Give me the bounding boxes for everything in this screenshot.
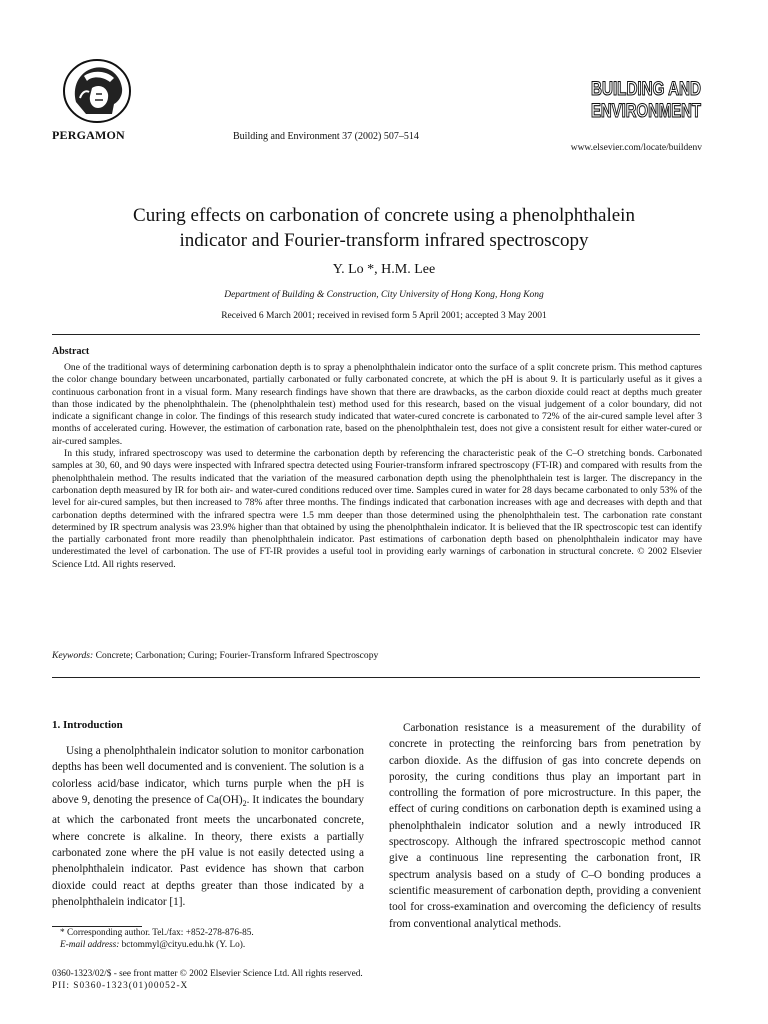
authors: Y. Lo *, H.M. Lee [332,262,436,277]
journal-citation: Building and Environment 37 (2002) 507–514 [233,131,419,142]
email-label: E-mail address: [60,940,120,950]
footnote [52,927,364,951]
page-footer [52,968,363,992]
copyright-line: 0360-1323/02/$ - see front matter © 2002 Elsevier Science Ltd. All rights reserved. [52,969,363,979]
abstract-paragraph-2: In this study, infrared spectroscopy was used to determine the carbonation depth by referencing the characteristic peak of the C–O stretching bonds. Carbonated samples at 30, 60, and 90 days were inspected with Infrared spectra detected using Fourier-transform infrared spectroscopy (FT-IR) and compared with results from the phenolphthalein method. The results indicated that the variation of the measured carbonation depth using the phenolphthalein test is larger. The discrepancy in the carbonation depth measured by IR for both air- and water-cured conditions reduced over time. Samples cured in water for 28 days became carbonated to only 53% of the level for air-cured samples, but then increased to 78% after three months. The findings indicated that carbonation increases with age and decreases with depth and that carbonation depths determined with the infrared spectra were 1.5 mm deeper than those determined using the phenolphthalein test. The carbonation rate constant determined by IR spectrum analysis was 23.9% higher than that obtained by using the phenolphthalein indicator. It is believed that the IR spectroscopic test can identify the partially carbonated front more readily than phenolphthalein indicator. Past estimations of carbonation depth based on phenolphthalein indicator may have underestimated the level of carbonation. The use of FT-IR provides a useful tool in providing early warnings of carbonation in structural concrete. © 2002 Elsevier Science Ltd. All rights reserved. [52,448,702,570]
journal-logo [590,75,702,121]
corresponding-author-note: * Corresponding author. Tel./fax: +852-278-876-85. [60,928,254,938]
right-column [389,720,701,932]
journal-url-link[interactable]: www.elsevier.com/locate/buildenv [570,143,702,153]
abstract-paragraph-1: One of the traditional ways of determining carbonation depth is to spray a phenolphthalein indicator onto the surface of a split concrete prism. This method captures the color change boundary between uncarbonated, partially carbonated or fully carbonated concrete, at which the pH is about 9. It is particularly useful as it gives a continuous carbonation front in a visual form. Many research findings have shown that there are drawbacks, as the carbon dioxide could react at depths much greater than those indicated by the phenolphthalein. The (phenolphthalein test) method used for this research, based on the visual judgement of a color boundary, did not indicate a significant change in color. The findings of this research study indicated that water-cured concrete is carbonated to 72% of the air-cured sample level after 3 months of accelerated curing. However, the estimation of carbonation rate, based on the phenolphthalein test, does not give a consistent result for either water-cured or air-cured samples. [52,362,702,447]
intro-paragraph-2: Carbonation resistance is a measurement of the durability of concrete in protecting the reinforcing bars from penetration by carbon dioxide. As the diffusion of gas into concrete depends on porosity, the curing conditions thus play an important part in controlling the formation of pore microstructure. In this paper, the effect of curing conditions on carbonation depth is examined using a phenolphthalein indicator solution and a newly introduced IR spectroscopy. Although the infrared spectroscopic method cannot give a continuous line representing the carbonation front, IR spectrum analysis based on a study of C–O bonding produces a scientific measurement of carbonation depth, providing a convenient tool for cross-examination and overcoming the deficiency of results from conventional analytical methods. [389,722,701,930]
header-divider [52,334,700,335]
affiliation: Department of Building & Construction, City University of Hong Kong, Hong Kong [224,290,544,300]
keywords-label: Keywords: [52,650,94,661]
abstract-heading: Abstract [52,346,90,357]
pii-line: PII: S0360-1323(01)00052-X [52,981,189,991]
abstract-body [52,362,702,571]
keywords-list: Concrete; Carbonation; Curing; Fourier-Transform Infrared Spectroscopy [95,650,379,661]
journal-logo-line2: ENVIRONMENT [591,101,702,122]
pergamon-logo-icon [62,58,132,124]
received-dates: Received 6 March 2001; received in revised form 5 April 2001; accepted 3 May 2001 [221,311,547,321]
intro-paragraph-1: Using a phenolphthalein indicator solution to monitor carbonation depths has been well documented and is convenient. The solution is a colorless acid/base indicator, which turns purple when the pH is above 9, denoting the presence of $Ca(OH)_2$. It indicates the boundary at which the carbonated front meets the uncarbonated concrete, where concrete is alkaline. In theory, there exists a partially carbonated zone where the pH value is not easily detected using a phenolphthalein indicator. Past evidence has shown that carbon dioxide could react at depths greater than those indicated by a phenolphthalein indicator [1]. [52,745,364,908]
journal-logo-line1: BUILDING AND [591,79,701,100]
abstract-divider [52,677,700,678]
publisher-name: PERGAMON [52,128,125,142]
title-line-1: Curing effects on carbonation of concrete using a phenolphthalein [133,205,635,226]
email-note [52,939,364,951]
section-heading-introduction: 1. Introduction [52,719,123,731]
email-address-link[interactable]: bctommyl@cityu.edu.hk (Y. Lo). [121,940,246,950]
keywords [52,650,378,661]
left-column [52,743,364,910]
title-line-2: indicator and Fourier-transform infrared spectroscopy [179,230,589,251]
article-title [40,203,728,253]
